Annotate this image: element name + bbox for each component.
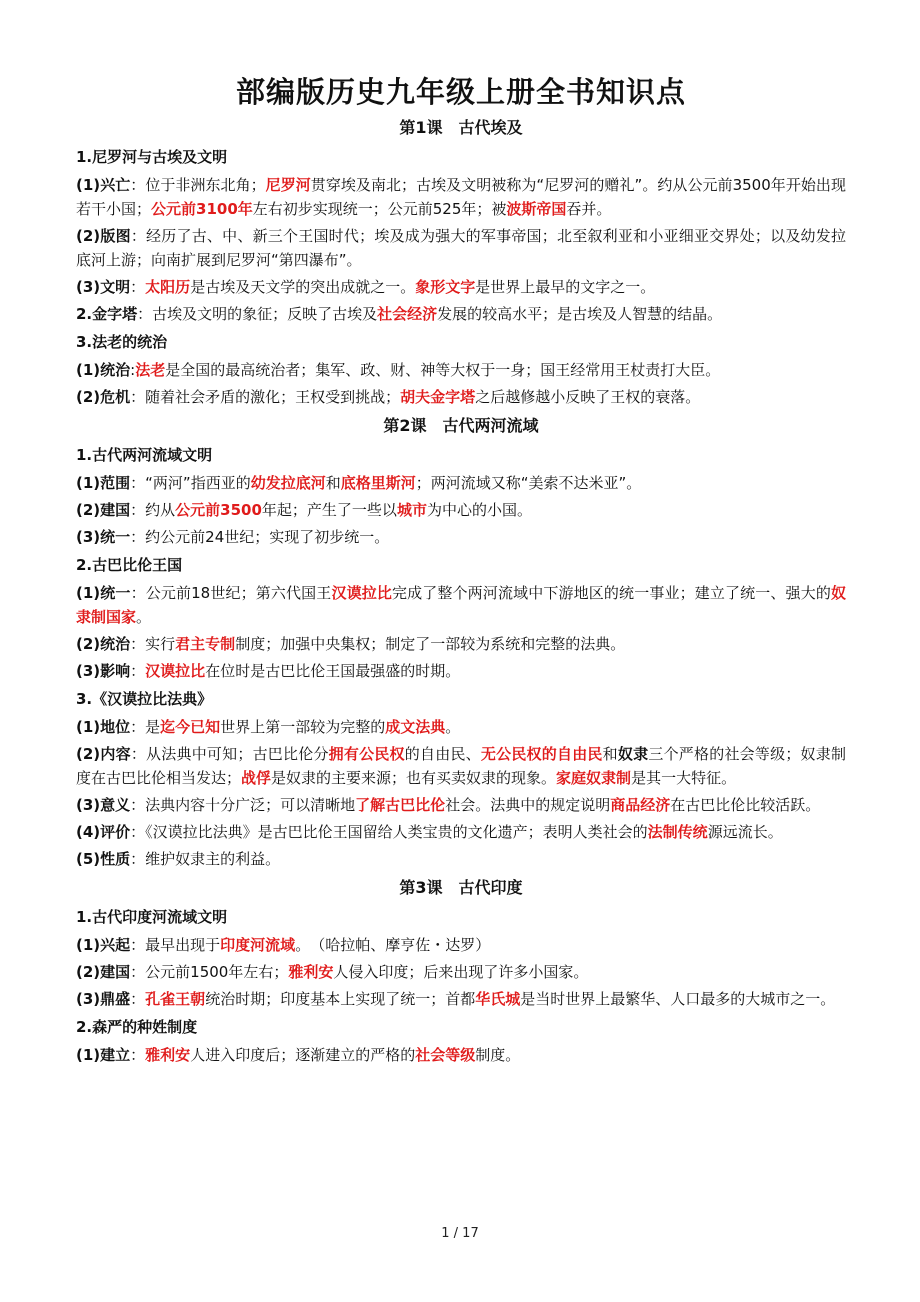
item-label: (2)建国 xyxy=(76,963,131,981)
item-label: 奴隶 xyxy=(617,745,649,763)
text-run: 是当时世界上最繁华、人口最多的大城市之一。 xyxy=(520,990,836,1008)
page-number: 1 / 17 xyxy=(441,1226,479,1241)
text-run: ：经历了古、中、新三个王国时代；埃及成为强大的军事帝国；北至叙利亚和小亚细亚交界处；以及幼发拉底河上游；向南扩展到尼罗河“第四瀑布”。 xyxy=(76,227,846,269)
highlighted-term: 象形文字 xyxy=(415,278,476,296)
highlighted-term: 奴隶制国家 xyxy=(76,584,846,626)
item-label: (5)性质 xyxy=(76,850,131,868)
text-run: 是奴隶的主要来源；也有买卖奴隶的现象。 xyxy=(271,769,557,787)
highlighted-term: 公元前3100年 xyxy=(151,200,253,218)
highlighted-term: 无公民权的自由民 xyxy=(480,745,603,763)
text-run: 吞并。 xyxy=(566,200,612,218)
text-run: ：公元前18世纪；第六代国王 xyxy=(130,584,332,602)
section-heading: 1.尼罗河与古埃及文明 xyxy=(76,148,228,166)
text-run: 统治时期；印度基本上实现了统一；首都 xyxy=(205,990,476,1008)
section-heading: 3.法老的统治 xyxy=(76,333,168,351)
paragraph xyxy=(76,224,846,272)
highlighted-term: 拥有公民权 xyxy=(328,745,405,763)
highlighted-term: 法老 xyxy=(135,361,166,379)
item-label: (2)建国 xyxy=(76,501,131,519)
section-heading: 1.古代两河流域文明 xyxy=(76,446,213,464)
text-run: : xyxy=(130,361,136,379)
section-heading: 2.古巴比伦王国 xyxy=(76,556,183,574)
paragraph xyxy=(76,742,846,790)
text-run: ：约公元前24世纪；实现了初步统一。 xyxy=(130,528,390,546)
text-run: 完成了整个两河流域中下游地区的统一事业；建立了统一、强大的 xyxy=(392,584,831,602)
highlighted-term: 雅利安 xyxy=(288,963,334,981)
highlighted-term: 波斯帝国 xyxy=(506,200,567,218)
highlighted-term: 社会经济 xyxy=(377,305,438,323)
text-run: 的自由民、 xyxy=(404,745,481,763)
paragraph xyxy=(76,987,846,1011)
item-label: (1)统一 xyxy=(76,584,131,602)
text-run: ：是 xyxy=(130,718,161,736)
paragraph xyxy=(76,525,846,549)
document-title: 部编版历史九年级上册全书知识点 xyxy=(235,75,686,109)
highlighted-term: 尼罗河 xyxy=(265,176,311,194)
item-label: (1)建立 xyxy=(76,1046,131,1064)
highlighted-term: 商品经济 xyxy=(610,796,671,814)
item-label: (3)文明 xyxy=(76,278,131,296)
text-run: ： xyxy=(130,990,146,1008)
text-run: 人进入印度后；逐渐建立的严格的 xyxy=(190,1046,416,1064)
lesson-title: 第1课 古代埃及 xyxy=(399,118,523,137)
highlighted-term: 战俘 xyxy=(241,769,272,787)
text-run: 。 （哈拉帕、摩亨佐・达罗） xyxy=(295,936,491,954)
highlighted-term: 汉谟拉比 xyxy=(145,662,206,680)
text-run: ：随着社会矛盾的激化；王权受到挑战； xyxy=(130,388,401,406)
text-run: 源远流长。 xyxy=(707,823,783,841)
text-run: ：公元前1500年左右； xyxy=(130,963,289,981)
highlighted-term: 君主专制 xyxy=(175,635,236,653)
item-label: (2)统治 xyxy=(76,635,131,653)
paragraph xyxy=(76,933,846,957)
paragraph xyxy=(76,960,846,984)
highlighted-term: 雅利安 xyxy=(145,1046,191,1064)
text-run: ：法典内容十分广泛；可以清晰地 xyxy=(130,796,356,814)
highlighted-term: 印度河流域 xyxy=(220,936,296,954)
highlighted-term: 底格里斯河 xyxy=(340,474,416,492)
paragraph xyxy=(76,173,846,221)
text-run: ；两河流域又称“美索不达米亚”。 xyxy=(415,474,642,492)
paragraph xyxy=(76,715,846,739)
paragraph xyxy=(76,659,846,683)
highlighted-term: 幼发拉底河 xyxy=(250,474,326,492)
paragraph xyxy=(76,581,846,629)
text-run: 是其一大特征。 xyxy=(631,769,737,787)
item-label: (2)内容 xyxy=(76,745,131,763)
text-run: ：位于非洲东北角； xyxy=(130,176,266,194)
text-run: 年起；产生了一些以 xyxy=(261,501,397,519)
highlighted-term: 太阳历 xyxy=(145,278,191,296)
highlighted-term: 胡夫金字塔 xyxy=(400,388,476,406)
paragraph xyxy=(76,471,846,495)
item-label: (4)评价 xyxy=(76,823,131,841)
text-run: 和 xyxy=(325,474,341,492)
text-run: 制度；加强中央集权；制定了一部较为系统和完整的法典。 xyxy=(235,635,626,653)
text-run: ：实行 xyxy=(130,635,176,653)
text-run: 世界上第一部较为完整的 xyxy=(220,718,386,736)
text-run: 是全国的最高统治者；集军、政、财、神等大权于一身；国王经常用王杖责打大臣。 xyxy=(165,361,721,379)
lesson-title: 第2课 古代两河流域 xyxy=(383,416,539,435)
section-heading: 3.《汉谟拉比法典》 xyxy=(76,690,213,708)
document-body xyxy=(76,114,846,1067)
paragraph xyxy=(76,847,846,871)
text-run: 在古巴比伦比较活跃。 xyxy=(670,796,821,814)
highlighted-term: 成文法典 xyxy=(385,718,446,736)
document-page xyxy=(76,70,846,1070)
text-run: 制度。 xyxy=(475,1046,521,1064)
text-run: ：从法典中可知；古巴比伦分 xyxy=(130,745,329,763)
paragraph xyxy=(76,632,846,656)
text-run: 。 xyxy=(136,608,152,626)
text-run: 社会。法典中的规定说明 xyxy=(445,796,611,814)
paragraph xyxy=(76,275,846,299)
text-run: 发展的较高水平；是古埃及人智慧的结晶。 xyxy=(437,305,723,323)
lesson-title: 第3课 古代印度 xyxy=(399,878,523,897)
text-run: ： xyxy=(130,1046,146,1064)
item-label: (1)统治 xyxy=(76,361,131,379)
paragraph xyxy=(76,1043,846,1067)
item-label: (1)范围 xyxy=(76,474,131,492)
text-run: ： xyxy=(130,662,146,680)
text-run: 为中心的小国。 xyxy=(426,501,532,519)
highlighted-term: 公元前3500 xyxy=(175,501,262,519)
text-run: 人侵入印度；后来出现了许多小国家。 xyxy=(333,963,589,981)
paragraph xyxy=(76,498,846,522)
item-label: (3)意义 xyxy=(76,796,131,814)
item-label: (2)危机 xyxy=(76,388,131,406)
text-run: 。 xyxy=(445,718,461,736)
highlighted-term: 社会等级 xyxy=(415,1046,476,1064)
highlighted-term: 城市 xyxy=(396,501,427,519)
text-run: 是古埃及天文学的突出成就之一。 xyxy=(190,278,416,296)
highlighted-term: 法制传统 xyxy=(647,823,708,841)
text-run: 在位时是古巴比伦王国最强盛的时期。 xyxy=(205,662,461,680)
highlighted-term: 迄今已知 xyxy=(160,718,221,736)
item-label: (3)影响 xyxy=(76,662,131,680)
item-label: (3)鼎盛 xyxy=(76,990,131,1008)
text-run: 左右初步实现统一；公元前525年；被 xyxy=(252,200,507,218)
text-run: 是世界上最早的文字之一。 xyxy=(475,278,656,296)
highlighted-term: 了解古巴比伦 xyxy=(355,796,446,814)
section-heading xyxy=(76,302,846,326)
highlighted-term: 孔雀王朝 xyxy=(145,990,206,1008)
text-run: ：最早出现于 xyxy=(130,936,221,954)
item-label: (1)兴亡 xyxy=(76,176,131,194)
text-run: ：《汉谟拉比法典》是古巴比伦王国留给人类宝贵的文化遗产；表明人类社会的 xyxy=(130,823,648,841)
section-heading: 2.森严的种姓制度 xyxy=(76,1018,198,1036)
text-run: 之后越修越小反映了王权的衰落。 xyxy=(475,388,701,406)
text-run: 三个严格的社会等级；奴隶制度在古巴比伦相当发达； xyxy=(76,745,846,787)
text-run: ： xyxy=(130,278,146,296)
item-label: (2)版图 xyxy=(76,227,131,245)
paragraph xyxy=(76,820,846,844)
highlighted-term: 家庭奴隶制 xyxy=(556,769,632,787)
item-label: (1)兴起 xyxy=(76,936,131,954)
section-heading: 1.古代印度河流域文明 xyxy=(76,908,228,926)
highlighted-term: 华氏城 xyxy=(475,990,521,1008)
highlighted-term: 汉谟拉比 xyxy=(331,584,392,602)
item-label: (3)统一 xyxy=(76,528,131,546)
text-run: ：维护奴隶主的利益。 xyxy=(130,850,281,868)
item-label: (1)地位 xyxy=(76,718,131,736)
paragraph xyxy=(76,793,846,817)
paragraph xyxy=(76,385,846,409)
text-run: 和 xyxy=(602,745,618,763)
text-run: ：“两河”指西亚的 xyxy=(130,474,251,492)
text-run: ：约从 xyxy=(130,501,176,519)
text-run: ：古埃及文明的象征；反映了古埃及 xyxy=(137,305,378,323)
item-label: 2.金字塔 xyxy=(76,305,138,323)
paragraph xyxy=(76,358,846,382)
text-run: 贯穿埃及南北；古埃及文明被称为“尼罗河的赠礼”。约从公元前3500年开始出现若干小国； xyxy=(76,176,846,218)
